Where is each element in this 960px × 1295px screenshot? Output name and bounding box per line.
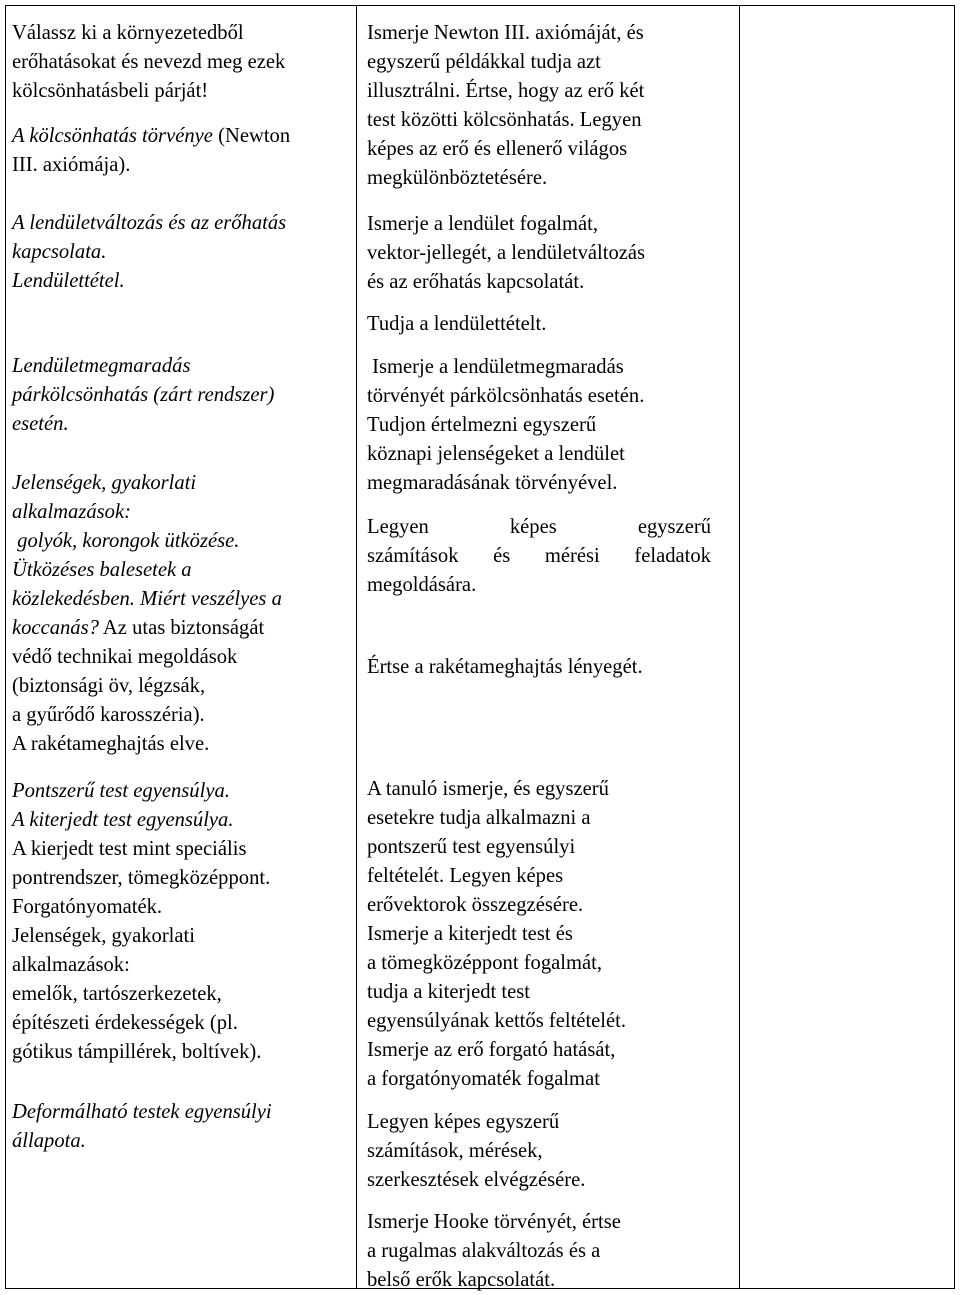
- text-line: vektor-jellegét, a lendületváltozás: [367, 242, 646, 264]
- para-jelensegek-1: [12, 469, 282, 759]
- para-pontszeru: [12, 777, 234, 835]
- text-line: A tanuló ismerje, és egyszerű: [367, 778, 609, 800]
- text-line: esetekre tudja alkalmazni a: [367, 807, 591, 829]
- text-line: (biztonsági öv, légzsák,: [12, 675, 206, 697]
- text-line: Legyen képes egyszerű: [367, 1111, 560, 1133]
- text-line: [367, 513, 711, 542]
- text-line: pontrendszer, tömegközéppont.: [12, 867, 271, 889]
- text-line: tudja a kiterjedt test: [367, 981, 530, 1003]
- word: és: [493, 545, 511, 567]
- text-line: megmaradásának törvényével.: [367, 472, 618, 494]
- para-lendulet-megmaradas: [12, 352, 274, 439]
- text-line: Lendülettétel.: [12, 270, 125, 292]
- text-line: Értse a rakétameghajtás lényegét.: [367, 656, 643, 678]
- text-line: alkalmazások:: [12, 501, 131, 523]
- text-line: a tömegközéppont fogalmát,: [367, 952, 603, 974]
- text-line: törvényét párkölcsönhatás esetén.: [367, 385, 645, 407]
- text-line: képes az erő és ellenerő világos: [367, 138, 628, 160]
- text-line: Ismerje a kiterjedt test és: [367, 923, 573, 945]
- word: képes: [509, 516, 557, 538]
- column-divider: [739, 6, 740, 1288]
- para-kierjedt: [12, 835, 270, 1067]
- text-line: emelők, tartószerkezetek,: [12, 983, 222, 1005]
- text-line: A kiterjedt test egyensúlya.: [12, 809, 234, 831]
- word: feladatok: [634, 545, 711, 567]
- text-line: koccanás? Az utas biztonságát: [12, 617, 265, 639]
- text-line: Forgatónyomaték.: [12, 896, 163, 918]
- para-szamitasok-1: [367, 513, 711, 600]
- text-line: Ütközéses balesetek a: [12, 559, 192, 581]
- text-line: párkölcsönhatás (zárt rendszer): [12, 384, 275, 406]
- notes-column-empty: [741, 6, 956, 1288]
- text-line: feltételét. Legyen képes: [367, 865, 564, 887]
- text-line: a gyűrődő karosszéria).: [12, 704, 205, 726]
- text-line: és az erőhatás kapcsolatát.: [367, 271, 585, 293]
- text-line: köznapi jelenségeket a lendület: [367, 443, 625, 465]
- text-line: Ismerje a lendület fogalmát,: [367, 213, 599, 235]
- text-line: egyszerű példákkal tudja azt: [367, 51, 601, 73]
- text-line: illusztrálni. Értse, hogy az erő két: [367, 80, 645, 102]
- word: számítások: [367, 545, 459, 567]
- para-valassz: [12, 19, 285, 106]
- para-megmaradas-torveny: [367, 353, 712, 498]
- topics-column: [6, 6, 358, 1288]
- text-line: megkülönböztetésére.: [367, 167, 548, 189]
- para-deformalhato: [12, 1098, 272, 1156]
- requirements-column: [358, 6, 741, 1291]
- text-line: test közötti kölcsönhatás. Legyen: [367, 109, 642, 131]
- text-line: kapcsolata.: [12, 241, 107, 263]
- text-line: Pontszerű test egyensúlya.: [12, 780, 230, 802]
- text-line: [367, 542, 711, 571]
- para-newton3: [367, 19, 712, 193]
- text-line: A rakétameghajtás elve.: [12, 733, 210, 755]
- text-line: Lendületmegmaradás: [12, 355, 191, 377]
- text-line: erővektorok összegzésére.: [367, 894, 584, 916]
- text-line: A kierjedt test mint speciális: [12, 838, 247, 860]
- para-raketa: [367, 653, 712, 682]
- column-divider: [356, 6, 357, 1288]
- text-line: III. axiómája).: [12, 154, 131, 176]
- text-italic: A kölcsönhatás törvénye: [12, 125, 213, 147]
- para-lendulettetel: [367, 310, 712, 339]
- text-line: Deformálható testek egyensúlyi: [12, 1101, 272, 1123]
- text-line: Tudjon értelmezni egyszerű: [367, 414, 597, 436]
- text-line: Ismerje a lendületmegmaradás: [367, 356, 624, 378]
- para-tanulo: [367, 775, 712, 1094]
- text-line: Jelenségek, gyakorlati: [12, 472, 197, 494]
- para-lendulet-valtozas: [12, 209, 286, 296]
- text-line: megoldására.: [367, 574, 477, 596]
- text-line: Ismerje Hooke törvényét, értse: [367, 1211, 621, 1233]
- text-line: pontszerű test egyensúlyi: [367, 836, 576, 858]
- text-italic: koccanás?: [12, 617, 99, 639]
- text-line: Jelenségek, gyakorlati: [12, 925, 195, 947]
- text-line: állapota.: [12, 1130, 86, 1152]
- text-line: esetén.: [12, 413, 69, 435]
- text-line: egyensúlyának kettős feltételét.: [367, 1010, 627, 1032]
- word: egyszerű: [637, 516, 711, 538]
- text-line: Válassz ki a környezetedből: [12, 22, 244, 44]
- text-line: kölcsönhatásbeli párját!: [12, 80, 209, 102]
- text-line: gótikus támpillérek, boltívek).: [12, 1041, 262, 1063]
- text-line: belső erők kapcsolatát.: [367, 1269, 556, 1291]
- word: Legyen: [367, 516, 429, 538]
- text-line: védő technikai megoldások: [12, 646, 238, 668]
- text-line: a rugalmas alakváltozás és a: [367, 1240, 601, 1262]
- para-kolcsonhatas: [12, 122, 290, 180]
- text-line: Ismerje az erő forgató hatását,: [367, 1039, 616, 1061]
- text-line: Ismerje Newton III. axiómáját, és: [367, 22, 644, 44]
- text-line: erőhatásokat és nevezd meg ezek: [12, 51, 286, 73]
- para-lendulet-fogalma: [367, 210, 712, 297]
- para-szamitasok-2: [367, 1108, 712, 1195]
- text-line: Tudja a lendülettételt.: [367, 313, 547, 335]
- text-line: A kölcsönhatás törvénye (Newton: [12, 125, 291, 147]
- text-line: a forgatónyomaték fogalmat: [367, 1068, 600, 1090]
- text-line: építészeti érdekességek (pl.: [12, 1012, 238, 1034]
- text-line: alkalmazások:: [12, 954, 130, 976]
- text-line: szerkesztések elvégzésére.: [367, 1169, 586, 1191]
- text-line: közlekedésben. Miért veszélyes a: [12, 588, 282, 610]
- text-line: golyók, korongok ütközése.: [12, 530, 240, 552]
- text-line: A lendületváltozás és az erőhatás: [12, 212, 287, 234]
- word: mérési: [544, 545, 600, 567]
- para-hooke: [367, 1208, 712, 1295]
- text-line: számítások, mérések,: [367, 1140, 543, 1162]
- curriculum-table: [5, 5, 955, 1289]
